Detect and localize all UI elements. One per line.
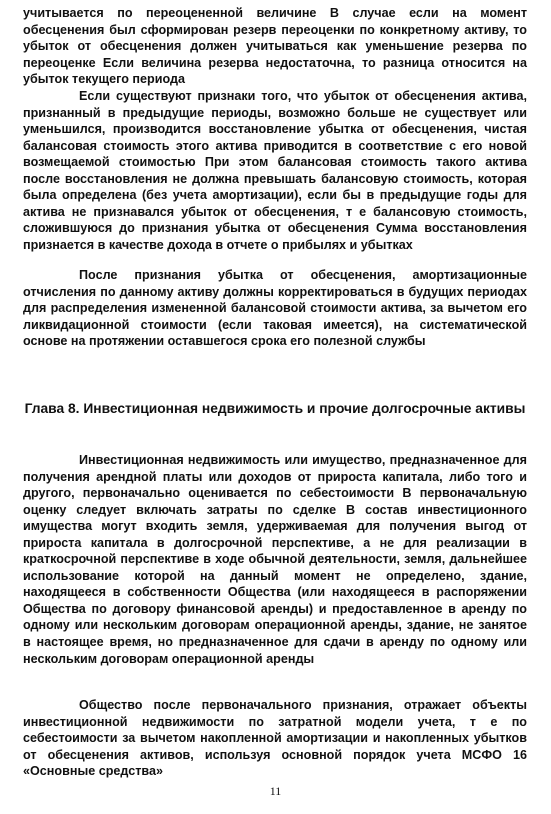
paragraph-depreciation-adjustment: После признания убытка от обесценения, амортизационные отчисления по данному активу должны корректироваться в будущих периодах для распределения измененной балансовой стоимости актива, за вычетом его ликвидационной стоимости (если таковая имеется), на систематической основе на протяжении оставшегося срока его полезной службы [23, 268, 527, 349]
paragraph-cost-model: Общество после первоначального признания, отражает объекты инвестиционной недвижимости по затратной модели учета, т е по себестоимости за вычетом накопленной амортизации и накопленных убытков от обесценения активов, используя основной порядок учета МСФО 16 «Основные средства» [23, 698, 527, 779]
page-number: 11 [269, 784, 282, 798]
paragraph-revaluation: учитывается по переоцененной величине В случае если на момент обесценения был сформирован резерв переоценки по конкретному активу, то убыток от обесценения должен учитываться как уменьшение резерва по переоценке Если величина резерва недостаточна, то разница относится на убыток текущего периода [23, 6, 527, 87]
chapter-heading: Глава 8. Инвестиционная недвижимость и прочие долгосрочные активы [24, 401, 526, 416]
paragraph-impairment-reversal: Если существуют признаки того, что убыток от обесценения актива, признанный в предыдущие периоды, возможно больше не существует или уменьшился, производится восстановление убытка от обесценения, чистая балансовая стоимость этого актива приводится в соответствие с его новой возмещаемой стоимостью При этом балансовая стоимость такого актива после восстановления не должна превышать балансовую стоимость, которая была определена (без учета амортизации), если бы в предыдущие годы для актива не признавался убыток от обесценения, т е балансовую стоимость, сложившуюся до признания убытка от обесценения Сумма восстановления признается в качестве дохода в отчете о прибылях и убытках [23, 89, 527, 252]
paragraph-investment-property: Инвестиционная недвижимость или имущество, предназначенное для получения арендной платы или доходов от прироста капитала, либо того и другого, первоначально оценивается по себестоимости В первоначальную оценку следует включать затраты по сделке В состав инвестиционного имущества могут входить земля, удерживаемая для получения выгод от прироста капитала в долгосрочной перспективе, а не для реализации в краткосрочной перспективе в ходе обычной деятельности, земля, дальнейшее использование которой на данный момент не определено, здание, находящееся в собственности Общества (или находящееся в распоряжении Общества по договору финансовой аренды) и предоставленное в аренду по одному или нескольким договорам операционной аренды, здание, не занятое в настоящее время, но предназначенное для сдачи в аренду по одному или нескольким договорам операционной аренды [23, 453, 527, 666]
